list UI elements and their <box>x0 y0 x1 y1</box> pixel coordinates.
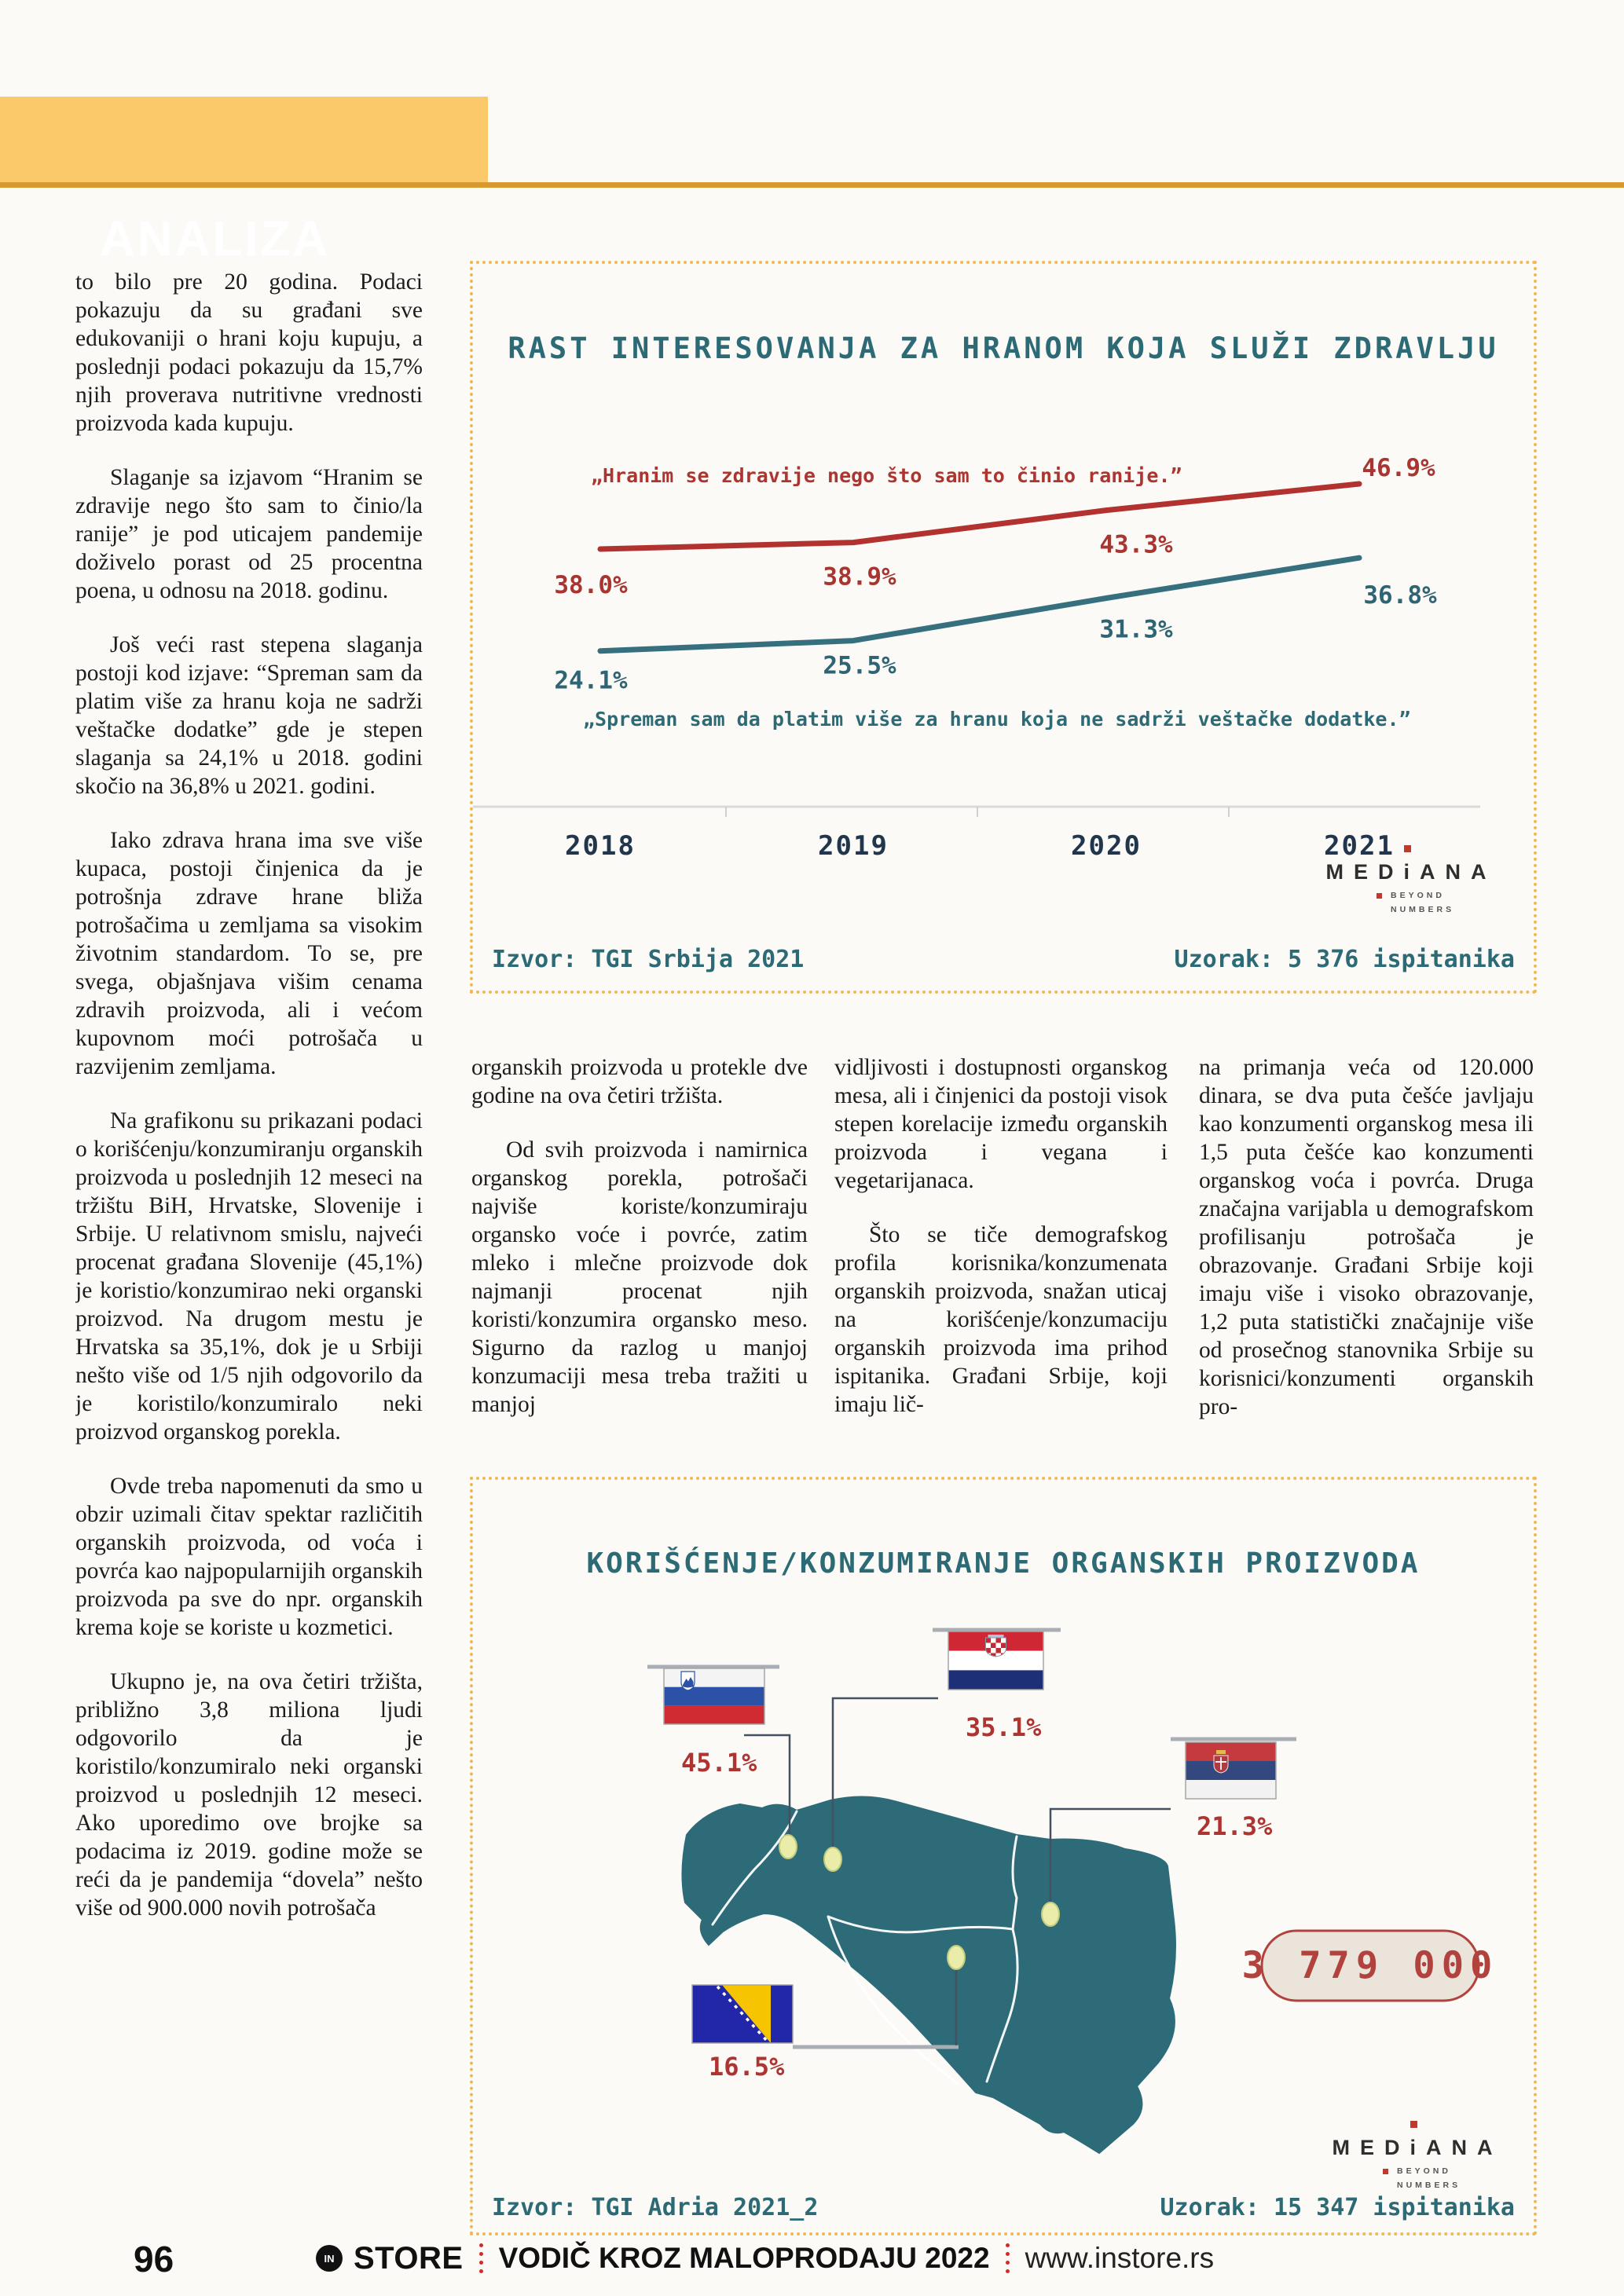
mediana-dot-icon <box>1404 845 1411 852</box>
mediana-wordmark: MEDiANA <box>1332 2136 1503 2159</box>
text-column-2 <box>471 1053 808 1435</box>
marker-zagreb <box>824 1847 841 1871</box>
data-label: 24.1% <box>554 666 628 695</box>
footer <box>316 2239 1214 2277</box>
marker-ljubljana <box>779 1835 797 1858</box>
slovenia-flag-icon <box>664 1668 764 1724</box>
chart1-source: Izvor: TGI Srbija 2021 <box>492 946 805 973</box>
footer-brand: STORE <box>354 2240 464 2276</box>
mediana-dot-icon <box>1383 2169 1388 2174</box>
paragraph: Iako zdrava hrana ima sve više kupaca, postoji činjenica da je potrošnja zdrave hrane bliža potrošačima u zemljama sa visokim životnim standardom. To se, pre svega, objašnjava višim cenama zdravih proizvoda, ali i većom kupovnom moći potrošača u razvijenim zemljama. <box>75 828 423 1079</box>
data-label: 31.3% <box>1099 615 1173 644</box>
bosnia-flag-icon <box>692 1985 793 2043</box>
series-line <box>600 484 1359 549</box>
data-label: 38.0% <box>554 571 628 599</box>
chart-panel-organic-consumption <box>470 1477 1537 2236</box>
mediana-logo <box>1309 845 1505 917</box>
croatia-flag-icon <box>948 1631 1043 1690</box>
paragraph: to bilo pre 20 godina. Podaci pokazuju da su građani sve edukovaniji o hrani koju kupuju, a poslednji podaci pokazuju da 15,7% njih proverava nutritivne vrednosti proizvoda kada kupuju. <box>75 269 423 436</box>
paragraph: Od svih proizvoda i namirnica organskog porekla, potrošači najviše koriste/konzumiraju organsko voće i povrće, zatim mleko i mlečne proizvode dok najmanji procenat njih koristi/konzumira organsko meso. Sigurno da razlog u manjoj konzumaciji mesa treba tražiti u manjoj <box>471 1137 808 1417</box>
x-tick-label: 2019 <box>818 830 889 862</box>
mediana-dot-icon <box>1410 2121 1417 2128</box>
paragraph: Još veći rast stepena slaganja postoji kod izjave: “Spreman sam da platim više za hranu koja ne sadrži veštačke dodatke” gde je stepen slaganja sa 24,1% u 2018. godini skočio na 36,8% u 2021. godini. <box>75 632 423 799</box>
paragraph: na primanja veća od 120.000 dinara, se dva puta češće javljaju kao konzumenti organskog mesa ili 1,5 puta češće kao konzumenti organskog voća i povrća. Druga značajna varijabla u demografskom profilisanju potrošača je obrazovanje. Građani Srbije koji imaju više i visoko obrazovanje, 1,2 puta statistički značajnije više od prosečnog stanovnika Srbije su korisnici/konzumenti organskih pro- <box>1199 1055 1534 1419</box>
percent-label-croatia: 35.1% <box>966 1712 1042 1742</box>
total-consumers-bubble <box>1242 1931 1499 2001</box>
page-number: 96 <box>134 2239 174 2280</box>
instore-logo-icon: IN <box>316 2245 343 2272</box>
footer-divider <box>1006 2243 1010 2273</box>
mediana-tagline: BEYOND NUMBERS <box>1391 889 1501 917</box>
paragraph: Ukupno je, na ova četiri tržišta, približno 3,8 miliona ljudi odgovorilo da je koristilo/konzumiralo neki organski proizvod u poslednjih 12 meseci. Ako uporedimo ove brojke sa podacima iz 2019. godine može se reći da je pandemija “dovela” nešto više od 900.000 novih potrošača <box>75 1669 423 1921</box>
mediana-dot-icon <box>1377 893 1382 899</box>
paragraph: Ovde treba napomenuti da smo u obzir uzimali čitav spektar različitih organskih proizvoda, od voća i povrća kao najpopularnijih organskih proizvoda pa sve do npr. organskih krema koje se koriste u kozmetici. <box>75 1474 423 1640</box>
x-tick-label: 2021 <box>1324 830 1395 862</box>
chart1-series1-label: „Hranim se zdravije nego što sam to činio ranije.” <box>591 464 1182 487</box>
chart2-source: Izvor: TGI Adria 2021_2 <box>492 2194 819 2221</box>
footer-website: www.instore.rs <box>1025 2242 1215 2274</box>
data-label: 25.5% <box>823 651 896 680</box>
chart-panel-health-interest <box>470 261 1537 994</box>
chart1-title: RAST INTERESOVANJA ZA HRANOM KOJA SLUŽI ZDRAVLJU <box>508 331 1499 365</box>
mediana-logo <box>1315 2121 1512 2193</box>
chart2-source-row <box>492 2194 1515 2221</box>
paragraph: Što se tiče demografskog profila korisnika/konzumenata organskih proizvoda, snažan uticaj na korišćenje/konzumaciju organskih proizvoda ima prihod ispitanika. Građani Srbije, koji imaju lič- <box>834 1222 1168 1417</box>
series-line <box>600 558 1359 651</box>
percent-label-serbia: 21.3% <box>1197 1811 1273 1841</box>
mediana-wordmark: MEDiANA <box>1325 860 1497 884</box>
paragraph: Na grafikonu su prikazani podaci o korišćenju/konzumiranju organskih proizvoda u poslednjih 12 meseci na tržištu BiH, Hrvatske, Slovenije i Srbije. U relativnom smislu, najveći procenat građana Slovenije (45,1%) je koristio/konzumirao neki organski proizvod. Na drugom mestu je Hrvatska sa 35,1%, dok je u Srbiji nešto više od 1/5 njih odgovorilo da je koristilo/konzumiralo neki proizvod organskog porekla. <box>75 1108 423 1445</box>
adria-region-map <box>682 1796 1175 2153</box>
chart2-sample: Uzorak: 15 347 ispitanika <box>1160 2194 1515 2221</box>
total-consumers-value: 3 779 000 <box>1241 1944 1499 1987</box>
text-column-4 <box>1199 1053 1534 1435</box>
marker-belgrade <box>1042 1902 1059 1926</box>
marker-sarajevo <box>948 1946 965 1969</box>
data-label: 38.9% <box>823 562 896 591</box>
mediana-tagline: BEYOND NUMBERS <box>1397 2165 1507 2193</box>
text-column-1 <box>75 268 423 2208</box>
data-label: 46.9% <box>1362 453 1435 482</box>
serbia-flag-icon <box>1186 1742 1276 1799</box>
header-rule <box>0 182 1624 188</box>
percent-label-bosnia: 16.5% <box>709 2052 785 2082</box>
map-chart <box>473 1480 1534 2232</box>
footer-divider <box>479 2243 483 2273</box>
chart2-title: KORIŠĆENJE/KONZUMIRANJE ORGANSKIH PROIZVODA <box>586 1547 1421 1580</box>
chart1-source-row <box>492 946 1515 973</box>
chart1-series2-label: „Spreman sam da platim više za hranu koja ne sadrži veštačke dodatke.” <box>583 708 1411 731</box>
chart1-sample: Uzorak: 5 376 ispitanika <box>1174 946 1515 973</box>
data-label: 43.3% <box>1099 530 1173 559</box>
text-column-3 <box>834 1053 1168 1435</box>
x-tick-label: 2020 <box>1071 830 1142 862</box>
paragraph: organskih proizvoda u protekle dve godine na ova četiri tržišta. <box>471 1055 808 1108</box>
section-title: ANALIZA <box>100 212 331 266</box>
footer-guide-title: VODIČ KROZ MALOPRODAJU 2022 <box>498 2242 990 2274</box>
percent-label-slovenia: 45.1% <box>681 1748 757 1778</box>
paragraph: Slaganje sa izjavom “Hranim se zdravije nego što sam to činio/la ranije” je pod uticajem pandemije doživelo porast od 25 procentna poena, u odnosu na 2018. godinu. <box>75 465 423 603</box>
data-label: 36.8% <box>1363 581 1437 610</box>
paragraph: vidljivosti i dostupnosti organskog mesa, ali i činjenici da postoji visok stepen korelacije između organskih proizvoda i vegana i vegetarijanaca. <box>834 1055 1168 1193</box>
section-banner <box>0 97 488 266</box>
x-tick-label: 2018 <box>565 830 636 862</box>
